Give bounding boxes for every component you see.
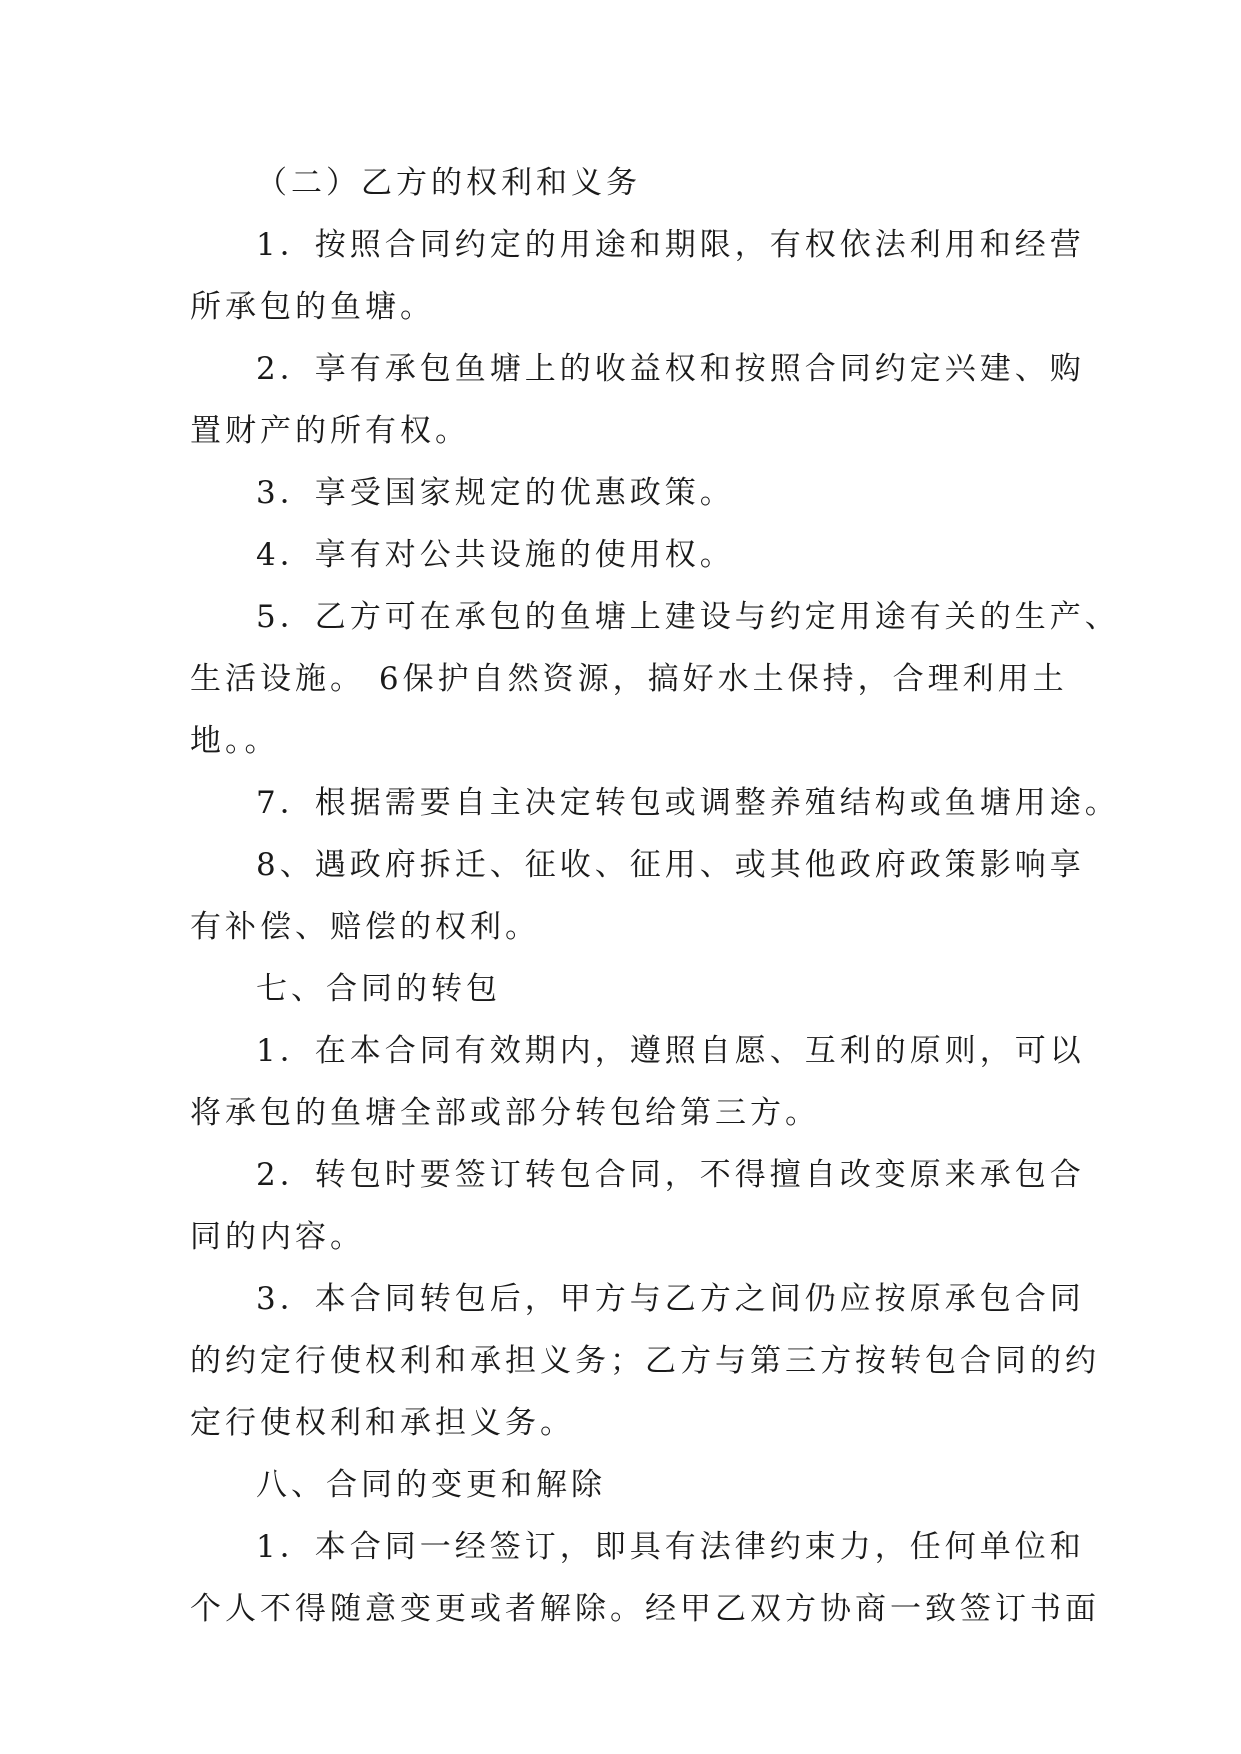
paragraph-line: 1．按照合同约定的用途和期限，有权依法利用和经营 bbox=[256, 227, 1085, 263]
document-body bbox=[190, 152, 1120, 1640]
paragraph-line: 置财产的所有权。 bbox=[190, 413, 470, 449]
paragraph-line: 所承包的鱼塘。 bbox=[190, 289, 435, 325]
paragraph-line: 将承包的鱼塘全部或部分转包给第三方。 bbox=[190, 1095, 820, 1131]
paragraph-line: 2．转包时要签订转包合同，不得擅自改变原来承包合 bbox=[256, 1157, 1085, 1193]
section-heading: 七、合同的转包 bbox=[256, 971, 501, 1007]
paragraph-line: 的约定行使权利和承担义务；乙方与第三方按转包合同的约 bbox=[190, 1343, 1100, 1379]
paragraph-line: 7．根据需要自主决定转包或调整养殖结构或鱼塘用途。 bbox=[256, 785, 1120, 821]
paragraph-line: 地。。 bbox=[190, 723, 280, 759]
paragraph-line: 2．享有承包鱼塘上的收益权和按照合同约定兴建、购 bbox=[256, 351, 1085, 387]
paragraph-line: 个人不得随意变更或者解除。经甲乙双方协商一致签订书面 bbox=[190, 1591, 1100, 1627]
paragraph-line: 8、遇政府拆迁、征收、征用、或其他政府政策影响享 bbox=[256, 847, 1085, 883]
paragraph-line: 同的内容。 bbox=[190, 1219, 365, 1255]
paragraph-line: 有补偿、赔偿的权利。 bbox=[190, 909, 540, 945]
paragraph-line: 4．享有对公共设施的使用权。 bbox=[256, 537, 735, 573]
paragraph-line: 1．在本合同有效期内，遵照自愿、互利的原则，可以 bbox=[256, 1033, 1085, 1069]
paragraph-line: 生活设施。 6保护自然资源，搞好水土保持，合理利用土 bbox=[190, 661, 1068, 697]
paragraph-line: 5．乙方可在承包的鱼塘上建设与约定用途有关的生产、 bbox=[256, 599, 1120, 635]
paragraph-line: 3．本合同转包后，甲方与乙方之间仍应按原承包合同 bbox=[256, 1281, 1085, 1317]
paragraph-line: 定行使权利和承担义务。 bbox=[190, 1405, 575, 1441]
section-heading: （二）乙方的权利和义务 bbox=[256, 165, 641, 201]
paragraph-line: 3．享受国家规定的优惠政策。 bbox=[256, 475, 735, 511]
section-heading: 八、合同的变更和解除 bbox=[256, 1467, 606, 1503]
paragraph-line: 1．本合同一经签订，即具有法律约束力，任何单位和 bbox=[256, 1529, 1085, 1565]
